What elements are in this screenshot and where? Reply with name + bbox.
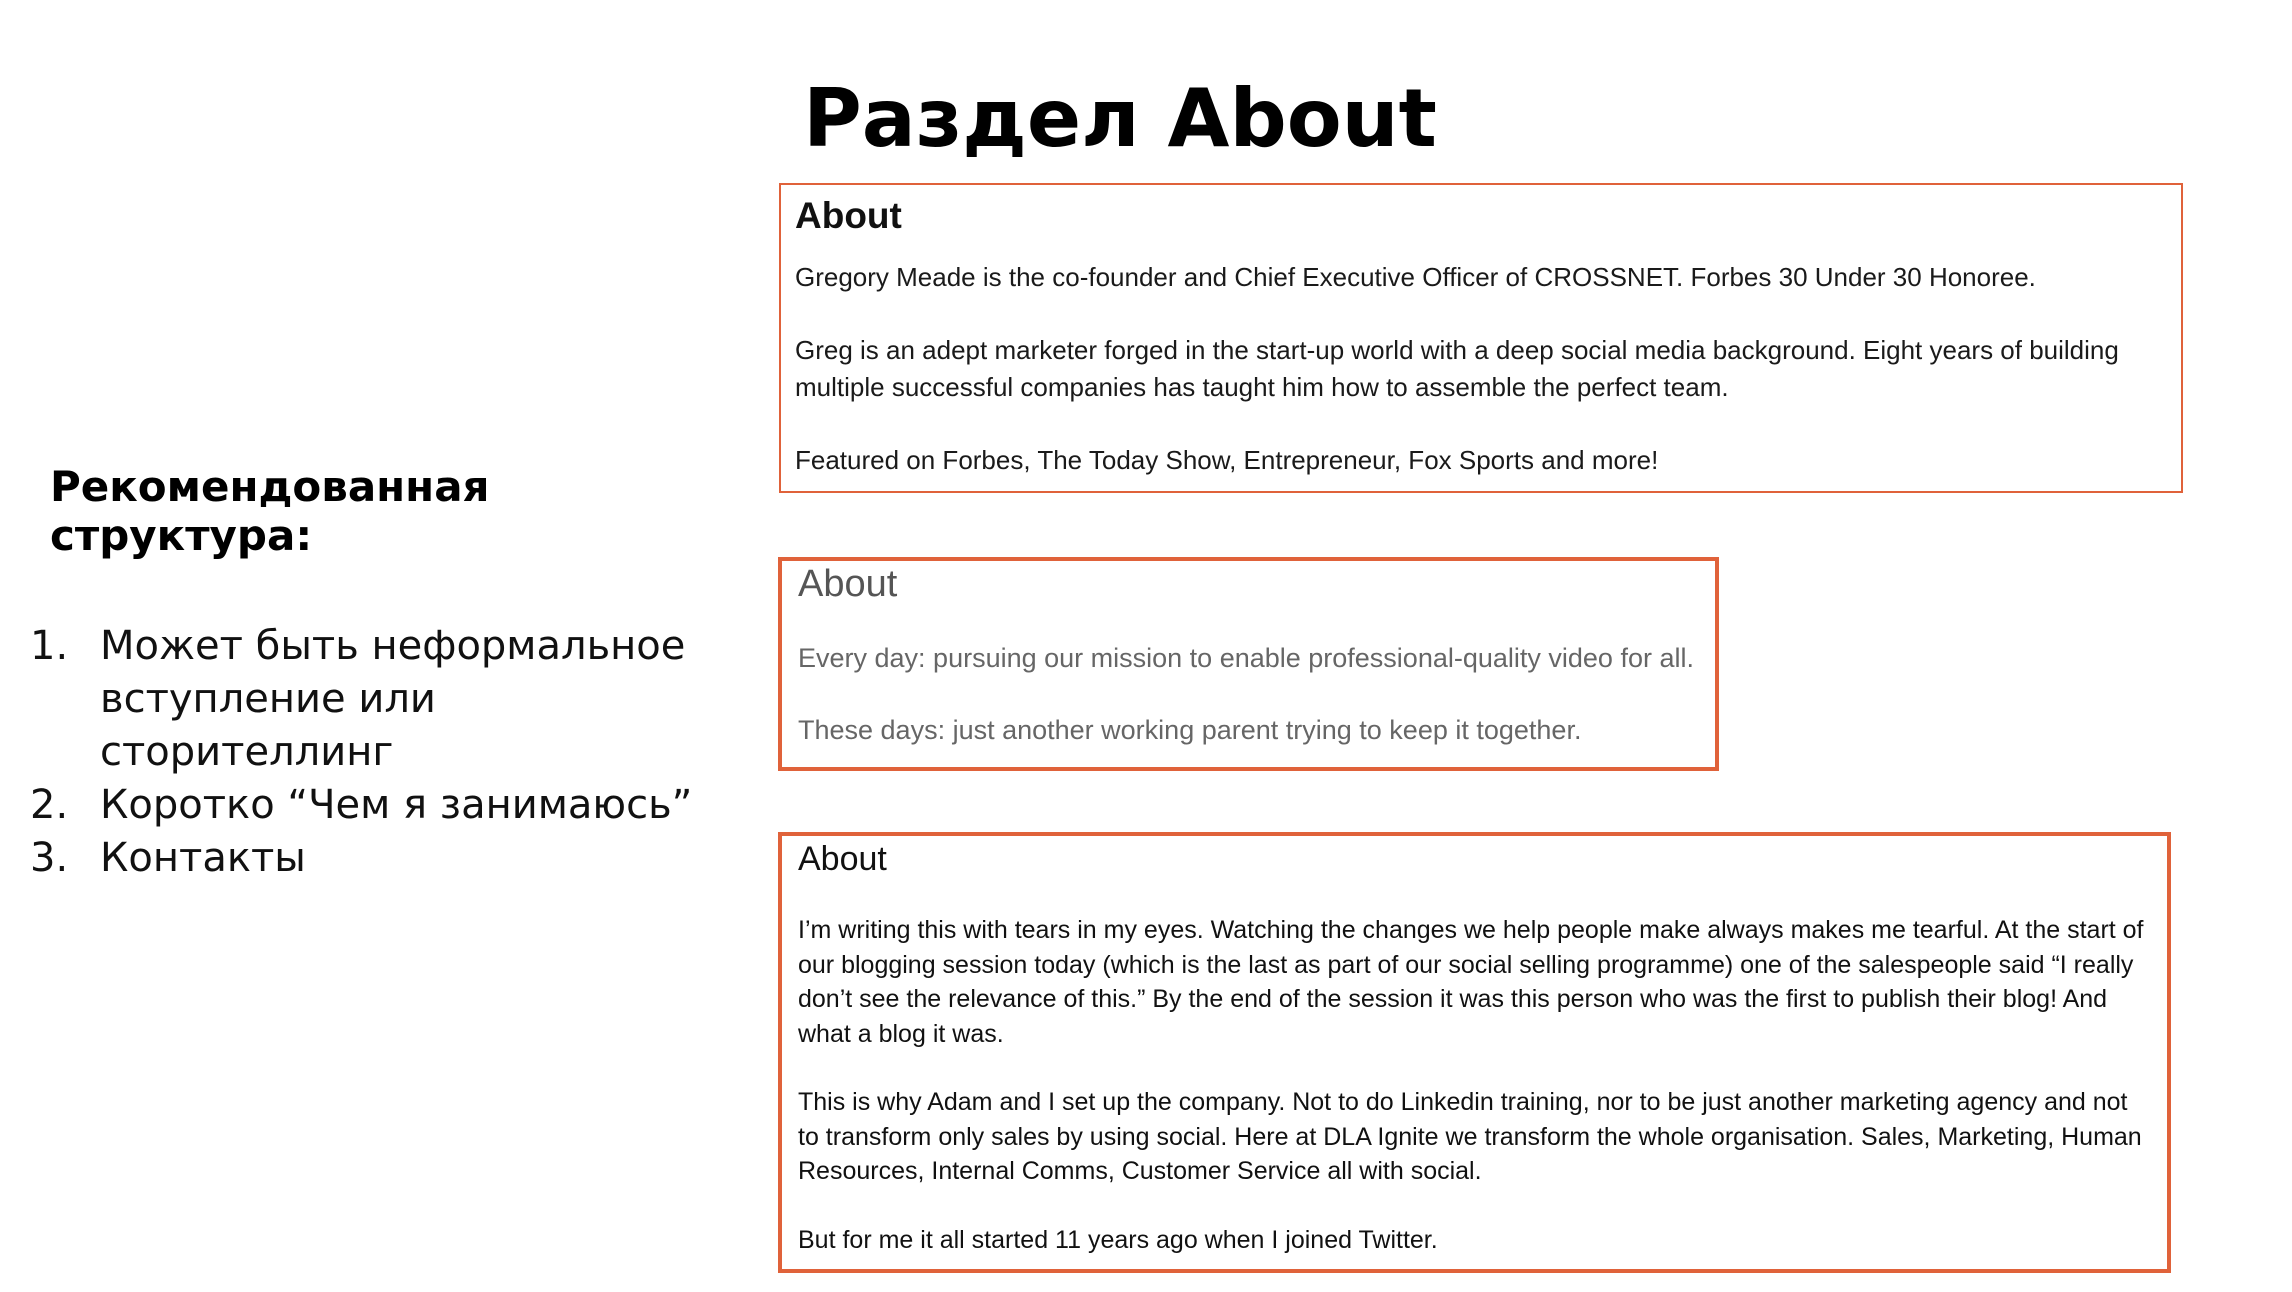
- slide-title: Раздел About: [803, 71, 1437, 165]
- recommended-structure: [30, 462, 730, 885]
- structure-list: [30, 620, 730, 885]
- about-paragraph: Featured on Forbes, The Today Show, Entrepreneur, Fox Sports and more!: [795, 445, 1659, 475]
- structure-item-text: Контакты: [100, 835, 306, 881]
- about-paragraph: Every day: pursuing our mission to enable professional-quality video for all.: [798, 643, 1694, 673]
- about-example-3: [778, 832, 2171, 1273]
- structure-item: [30, 832, 730, 885]
- structure-item-text: Коротко “Чем я занимаюсь”: [100, 782, 693, 828]
- structure-item-number: 1.: [30, 623, 69, 669]
- structure-item: [30, 779, 730, 832]
- structure-item-number: 2.: [30, 782, 69, 828]
- about-heading: About: [798, 840, 887, 878]
- structure-heading: Рекомендованная структура:: [50, 462, 490, 560]
- about-paragraph: Gregory Meade is the co-founder and Chief Executive Officer of CROSSNET. Forbes 30 Under 30 Honoree.: [795, 262, 2036, 292]
- about-paragraph: These days: just another working parent trying to keep it together.: [798, 715, 1582, 745]
- about-paragraph: I’m writing this with tears in my eyes. Watching the changes we help people make always makes me tearful. At the start of our blogging session today (which is the last as part of our social selling programme) one of the salespeople said “I really don’t see the relevance of this.” By the end of the session it was this person who was the first to publish their blog! And what a blog it was.: [798, 916, 2144, 1048]
- structure-item-number: 3.: [30, 835, 69, 881]
- about-paragraph: This is why Adam and I set up the company. Not to do Linkedin training, nor to be just another marketing agency and not to transform only sales by using social. Here at DLA Ignite we transform the whole organisation. Sales, Marketing, Human Resources, Internal Comms, Customer Service all with social.: [798, 1088, 2142, 1185]
- structure-item: [30, 620, 730, 779]
- about-paragraph: Greg is an adept marketer forged in the start-up world with a deep social media background. Eight years of building multiple successful companies has taught him how to assemble the perfect team.: [795, 335, 2119, 402]
- about-example-2: [778, 557, 1719, 771]
- structure-item-text: Может быть неформальное вступление или сторителлинг: [100, 623, 686, 775]
- about-heading: About: [795, 195, 902, 236]
- about-example-1: [779, 183, 2183, 493]
- about-paragraph: But for me it all started 11 years ago when I joined Twitter.: [798, 1225, 1438, 1254]
- about-heading: About: [798, 563, 898, 605]
